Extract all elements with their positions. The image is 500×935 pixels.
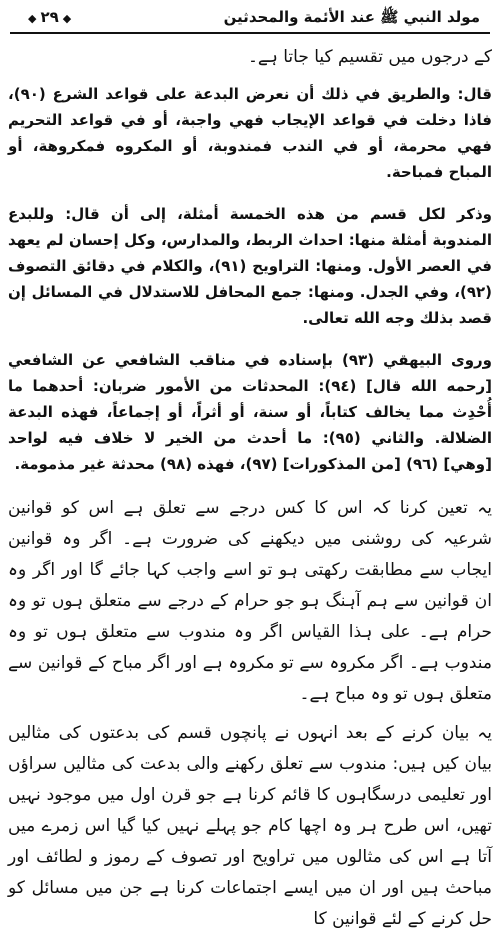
urdu-paragraph-classification: یہ تعین کرنا کہ اس کا کس درجے سے تعلق ہے اس کو قوانین شرعیہ کی روشنی میں دیکھنے کی ضرورت ہے۔ اگر وہ قوانین ایجاب سے مطابقت رکھتی ہو تو اسے واجب کہا جائے گا اور اگر وہ ان قوانین سے ہم آہنگ ہو جو حرام کے درجے سے متعلق ہوں تو وہ حرام ہے۔ علی ہذا القیاس اگر وہ مندوب سے متعلق ہوں تو وہ مندوب ہے۔ اگر مکروہ سے تو مکروہ ہے اور اگر مباح کے قوانین سے متعلق ہوں تو وہ مباح ہے۔: [8, 498, 492, 704]
page-number: ◆ ٢٩ ◆: [24, 8, 75, 26]
urdu-paragraph-continuation: کے درجوں میں تقسیم کیا جاتا ہے۔: [247, 47, 492, 67]
running-title: مولد النبي ﷺ عند الأئمة والمحدثين: [223, 8, 480, 26]
page-body: [8, 42, 492, 929]
arabic-paragraph-method: قال: والطريق في ذلك أن نعرض البدعة على قواعد الشرع (٩٠)، فاذا دخلت في قواعد الإيجاب فهي واجبة، أو في قواعد التحريم فهي محرمة، أو في الندب فمندوبة، أو المكروه فمكروهة، أو المباح فمباحة.: [8, 85, 492, 181]
page-header: [10, 6, 490, 34]
arabic-paragraph-examples: وذكر لكل قسم من هذه الخمسة أمثلة، إلى أن قال: وللبدع المندوبة أمثلة منها: احداث الربط، والمدارس، وكل إحسان لم يعهد في العصر الأول. ومنها: التراويح (٩١)، والكلام في دقائق التصوف (٩٢)، وفي الجدل. ومنها: جمع المحافل للاستدلال في المسائل إن قصد بذلك وجه الله تعالى.: [8, 205, 492, 327]
arabic-paragraph-bayhaqi: وروى البيهقي (٩٣) بإسناده في مناقب الشافعي عن الشافعي [رحمه الله قال] (٩٤): المحدثات من الأمور ضربان: أحدهما ما أُحْدِث مما يخالف كتاباً، أو سنة، أو أثراً، أو إجماعاً، فهذه البدعة الضلالة. والثاني (٩٥): ما أحدث من الخير لا خلاف فيه لواحد [وهي] (٩٦) [من المذكورات] (٩٧)، فهذه (٩٨) محدثة غير مذمومة.: [8, 351, 492, 473]
urdu-paragraph-examples: یہ بیان کرنے کے بعد انہوں نے پانچوں قسم کی بدعتوں کی مثالیں بیان کیں ہیں: مندوب سے تعلق رکھنے والی بدعت کی مثالیں سراؤں اور تعلیمی درسگاہوں کا قائم کرنا ہے جو قرن اول میں موجود نہیں تھیں، اس طرح ہر وہ اچھا کام جو پہلے نہیں کیا گیا اس زمرے میں آتا ہے اس کی مثالوں میں تراویح اور تصوف کے رموز و لطائف اور مباحث ہیں اور ان میں ایسے اجتماعات کرنا ہے جن میں مسائل کو حل کرنے کے لئے قوانین کا: [8, 723, 492, 929]
